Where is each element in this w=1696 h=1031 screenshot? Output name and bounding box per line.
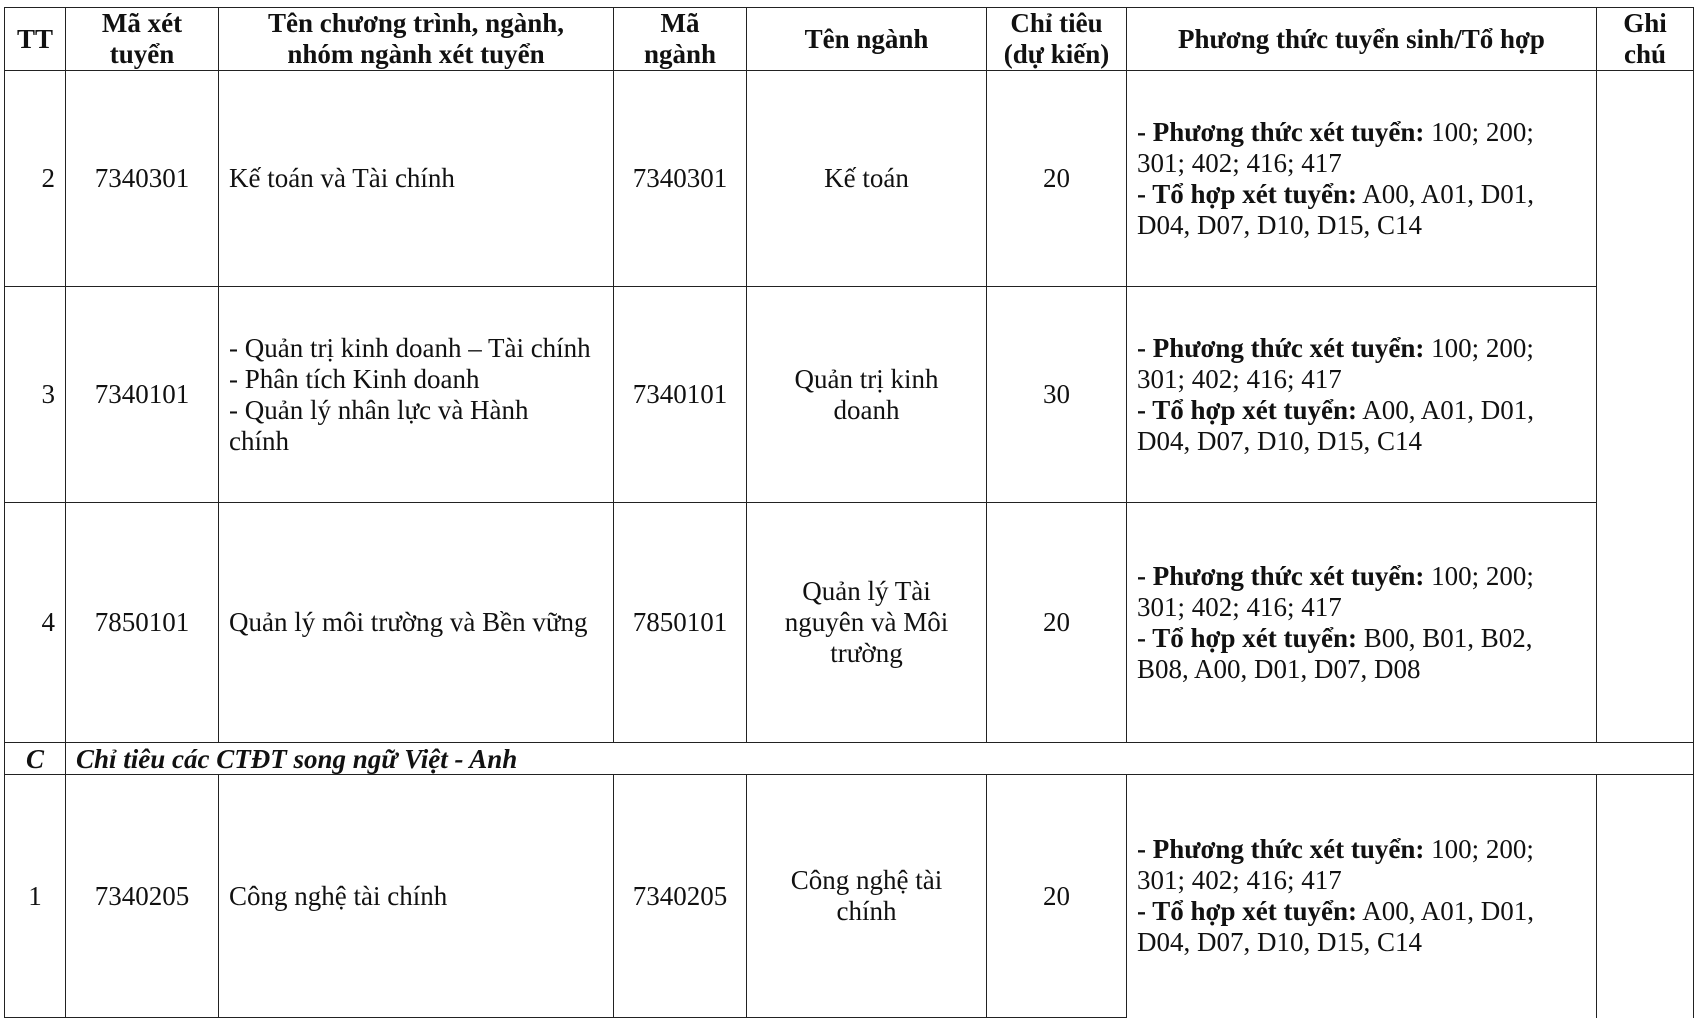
section-row [5, 743, 1694, 775]
cell-phuong-thuc: - Phương thức xét tuyển: 100; 200; 301; 402; 416; 417 - Tổ hợp xét tuyển: A00, A01, D01, D04, D07, D10, D15, C14 [1127, 775, 1597, 1018]
cell-ma-nganh: 7340205 [614, 775, 747, 1018]
cell-ten-nganh: Kế toán [747, 71, 987, 287]
table-row [5, 503, 1694, 743]
cell-tt: 3 [5, 287, 66, 503]
header-row [5, 8, 1694, 71]
cell-program: Công nghệ tài chính [219, 775, 614, 1018]
cell-tt: 2 [5, 71, 66, 287]
cell-phuong-thuc: - Phương thức xét tuyển: 100; 200; 301; 402; 416; 417 - Tổ hợp xét tuyển: A00, A01, D01, D04, D07, D10, D15, C14 [1127, 71, 1597, 287]
cell-phuong-thuc: - Phương thức xét tuyển: 100; 200; 301; 402; 416; 417 - Tổ hợp xét tuyển: B00, B01, B02, B08, A00, D01, D07, D08 [1127, 503, 1597, 743]
cell-ma-xet-tuyen: 7340205 [66, 775, 219, 1018]
cell-ten-nganh: Quản trị kinh doanh [747, 287, 987, 503]
cell-chi-tieu: 30 [987, 287, 1127, 503]
header-ghi-chu: Ghi chú [1597, 8, 1694, 71]
cell-ghi-chu [1597, 775, 1694, 1018]
cell-chi-tieu: 20 [987, 775, 1127, 1018]
cell-ma-nganh: 7850101 [614, 503, 747, 743]
cell-ten-nganh: Công nghệ tài chính [747, 775, 987, 1018]
cell-chi-tieu: 20 [987, 503, 1127, 743]
cell-ma-nganh: 7340301 [614, 71, 747, 287]
table-row [5, 287, 1694, 503]
header-ten-chuong-trinh: Tên chương trình, ngành, nhóm ngành xét tuyển [219, 8, 614, 71]
header-ma-nganh: Mã ngành [614, 8, 747, 71]
header-tt: TT [5, 8, 66, 71]
header-ma-xet-tuyen: Mã xét tuyển [66, 8, 219, 71]
table-row [5, 71, 1694, 287]
header-chi-tieu: Chỉ tiêu (dự kiến) [987, 8, 1127, 71]
cell-ma-xet-tuyen: 7850101 [66, 503, 219, 743]
cell-program: - Quản trị kinh doanh – Tài chính - Phân tích Kinh doanh - Quản lý nhân lực và Hành chính [219, 287, 614, 503]
cell-ghi-chu [1597, 71, 1694, 743]
section-label: C [5, 743, 66, 775]
cell-tt: 4 [5, 503, 66, 743]
admission-table [4, 7, 1694, 1018]
header-ten-nganh: Tên ngành [747, 8, 987, 71]
cell-ma-xet-tuyen: 7340101 [66, 287, 219, 503]
cell-tt: 1 [5, 775, 66, 1018]
header-phuong-thuc: Phương thức tuyển sinh/Tổ hợp [1127, 8, 1597, 71]
section-title: Chỉ tiêu các CTĐT song ngữ Việt - Anh [66, 743, 1694, 775]
cell-program: Kế toán và Tài chính [219, 71, 614, 287]
table-row [5, 775, 1694, 1018]
cell-ma-xet-tuyen: 7340301 [66, 71, 219, 287]
cell-program: Quản lý môi trường và Bền vững [219, 503, 614, 743]
cell-ma-nganh: 7340101 [614, 287, 747, 503]
cell-chi-tieu: 20 [987, 71, 1127, 287]
cell-ten-nganh: Quản lý Tài nguyên và Môi trường [747, 503, 987, 743]
cell-phuong-thuc: - Phương thức xét tuyển: 100; 200; 301; 402; 416; 417 - Tổ hợp xét tuyển: A00, A01, D01, D04, D07, D10, D15, C14 [1127, 287, 1597, 503]
